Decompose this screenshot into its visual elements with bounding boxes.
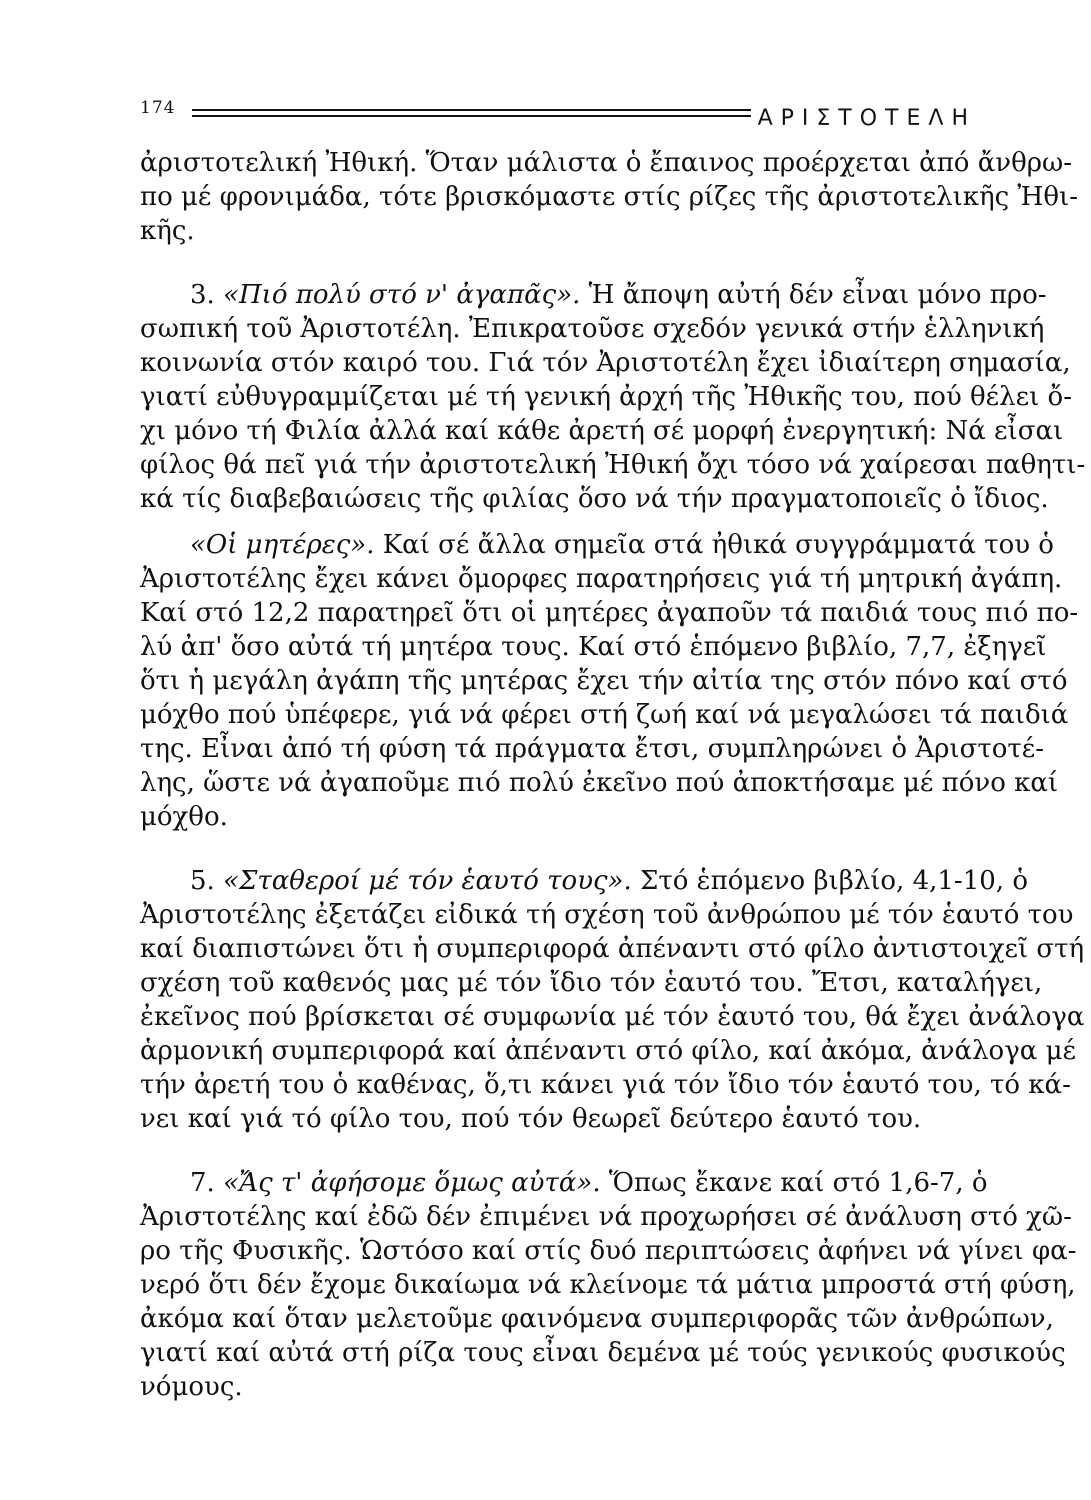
- text-line: Ἀριστοτέλης ἐξετάζει εἰδικά τή σχέση τοῦ ἀνθρώπου μέ τόν ἑαυτό του: [140, 900, 1074, 930]
- text-line: της. Εἶναι ἀπό τή φύση τά πράγματα ἔτσι, συμπληρώνει ὁ Ἀριστοτέ-: [140, 734, 1044, 764]
- header-rule: [192, 109, 751, 116]
- text-line: φίλος θά πεῖ γιά τήν ἀριστοτελική Ἠθική ὄχι τόσο νά χαίρεσαι παθητι-: [140, 450, 1086, 480]
- text-line: μόχθο πού ὑπέφερε, γιά νά φέρει στή ζωή καί νά μεγαλώσει τά παιδιά: [140, 700, 1069, 730]
- text-span: Στό ἑπόμενο βιβλίο, 4,1-10, ὁ: [640, 866, 1028, 896]
- text-line: νόμους.: [140, 1372, 243, 1402]
- note-heading-line: [140, 528, 1054, 562]
- note-title: «Σταθεροί μέ τόν ἑαυτό τους».: [223, 866, 632, 896]
- text-line: ἐκεῖνος πού βρίσκεται σέ συμφωνία μέ τόν ἑαυτό του, θά ἔχει ἀνάλογα: [140, 1002, 1085, 1032]
- text-line: ἀριστοτελική Ἠθική. Ὅταν μάλιστα ὁ ἔπαινος προέρχεται ἀπό ἄνθρω-: [140, 148, 1073, 178]
- text-line: σωπική τοῦ Ἀριστοτέλη. Ἐπικρατοῦσε σχεδόν γενικά στήν ἑλληνική: [140, 314, 1045, 344]
- text-line: μόχθο.: [140, 802, 228, 832]
- text-line: Καί στό 12,2 παρατηρεῖ ὅτι οἱ μητέρες ἀγαποῦν τά παιδιά τους πιό πο-: [140, 598, 1079, 628]
- text-line: γιατί εὐθυγραμμίζεται μέ τή γενική ἀρχή τῆς Ἠθικῆς του, πού θέλει ὄ-: [140, 382, 1072, 412]
- text-line: λης, ὥστε νά ἀγαποῦμε πιό πολύ ἐκεῖνο πού ἀποκτήσαμε μέ πόνο καί: [140, 768, 1059, 798]
- paragraph-gap: [140, 516, 976, 528]
- note-number: 5.: [190, 866, 215, 896]
- text-line: σχέση τοῦ καθενός μας μέ τόν ἴδιο τόν ἑαυτό του. Ἔτσι, καταλήγει,: [140, 968, 1043, 998]
- text-line: νερό ὅτι δέν ἔχομε δικαίωμα νά κλείνομε τά μάτια μπροστά στή φύση,: [140, 1270, 1076, 1300]
- text-line: γιατί καί αὐτά στή ρίζα τους εἶναι δεμένα μέ τούς γενικούς φυσικούς: [140, 1338, 1066, 1368]
- note-5: [140, 864, 1085, 1136]
- note-title: «Οἱ μητέρες».: [190, 530, 375, 560]
- text-line: νει καί γιά τό φίλο του, πού τόν θεωρεῖ δεύτερο ἑαυτό του.: [140, 1104, 922, 1134]
- text-line: πο μέ φρονιμάδα, τότε βρισκόμαστε στίς ρίζες τῆς ἀριστοτελικῆς Ἠθι-: [140, 182, 1079, 212]
- page-number: 174: [140, 98, 176, 118]
- text-line: λύ ἀπ' ὅσο αὐτά τή μητέρα τους. Καί στό ἑπόμενο βιβλίο, 7,7, ἐξηγεῖ: [140, 632, 1047, 662]
- paragraph-gap: [140, 248, 976, 278]
- paragraph-gap: [140, 1136, 976, 1166]
- note-number: 3.: [190, 280, 215, 310]
- header-rule-secondary: [192, 116, 751, 121]
- text-line: Ἀριστοτέλης ἔχει κάνει ὄμορφες παρατηρήσεις γιά τή μητρική ἀγάπη.: [140, 564, 1063, 594]
- note-number: 7.: [190, 1168, 215, 1198]
- paragraph-gap: [140, 834, 976, 864]
- note-heading-line: [140, 1166, 988, 1200]
- text-line: τήν ἀρετή του ὁ καθένας, ὅ,τι κάνει γιά τόν ἴδιο τόν ἑαυτό του, τό κά-: [140, 1070, 1071, 1100]
- text-line: ρο τῆς Φυσικῆς. Ὡστόσο καί στίς δυό περιπτώσεις ἀφήνει νά γίνει φα-: [140, 1236, 1077, 1266]
- text-line: ὅτι ἡ μεγάλη ἀγάπη τῆς μητέρας ἔχει τήν αἰτία της στόν πόνο καί στό: [140, 666, 1068, 696]
- text-line: κῆς.: [140, 216, 195, 246]
- text-line: χι μόνο τή Φιλία ἀλλά καί κάθε ἀρετή σέ μορφή ἐνεργητική: Νά εἶσαι: [140, 416, 1064, 446]
- text-span: Ἡ ἄποψη αὐτή δέν εἶναι μόνο προ-: [588, 280, 1047, 310]
- note-title: «Πιό πολύ στό ν' ἀγαπᾶς».: [223, 280, 581, 310]
- text-line: ἁρμονική συμπεριφορά καί ἀπέναντι στό φίλο, καί ἀκόμα, ἀνάλογα μέ: [140, 1036, 1076, 1066]
- running-title: ΑΡΙΣΤΟΤΕΛΗ: [757, 106, 976, 131]
- note-heading-line: [140, 864, 1028, 898]
- text-line: ἀκόμα καί ὅταν μελετοῦμε φαινόμενα συμπεριφορᾶς τῶν ἀνθρώπων,: [140, 1304, 1054, 1334]
- text-line: κά τίς διαβεβαιώσεις τῆς φιλίας ὅσο νά τήν πραγματοποιεῖς ὁ ἴδιος.: [140, 484, 1049, 514]
- text-span: Καί σέ ἄλλα σημεῖα στά ἠθικά συγγράμματά του ὁ: [382, 530, 1054, 560]
- body-text: [140, 146, 1086, 1404]
- paragraph-continuation: [140, 146, 1079, 248]
- note-7: [140, 1166, 1077, 1404]
- running-head: [140, 98, 976, 134]
- text-line: καί διαπιστώνει ὅτι ἡ συμπεριφορά ἀπέναντι στό φίλο ἀντιστοιχεῖ στή: [140, 934, 1085, 964]
- note-title: «Ἄς τ' ἀφήσομε ὅμως αὐτά».: [223, 1168, 601, 1198]
- note-3: [140, 278, 1086, 516]
- note-heading-line: [140, 278, 1047, 312]
- text-line: κοινωνία στόν καιρό του. Γιά τόν Ἀριστοτέλη ἔχει ἰδιαίτερη σημασία,: [140, 348, 1071, 378]
- text-span: Ὅπως ἔκανε καί στό 1,6-7, ὁ: [608, 1168, 988, 1198]
- text-line: Ἀριστοτέλης καί ἐδῶ δέν ἐπιμένει νά προχωρήσει σέ ἀνάλυση στό χῶ-: [140, 1202, 1072, 1232]
- note-mothers: [140, 528, 1079, 834]
